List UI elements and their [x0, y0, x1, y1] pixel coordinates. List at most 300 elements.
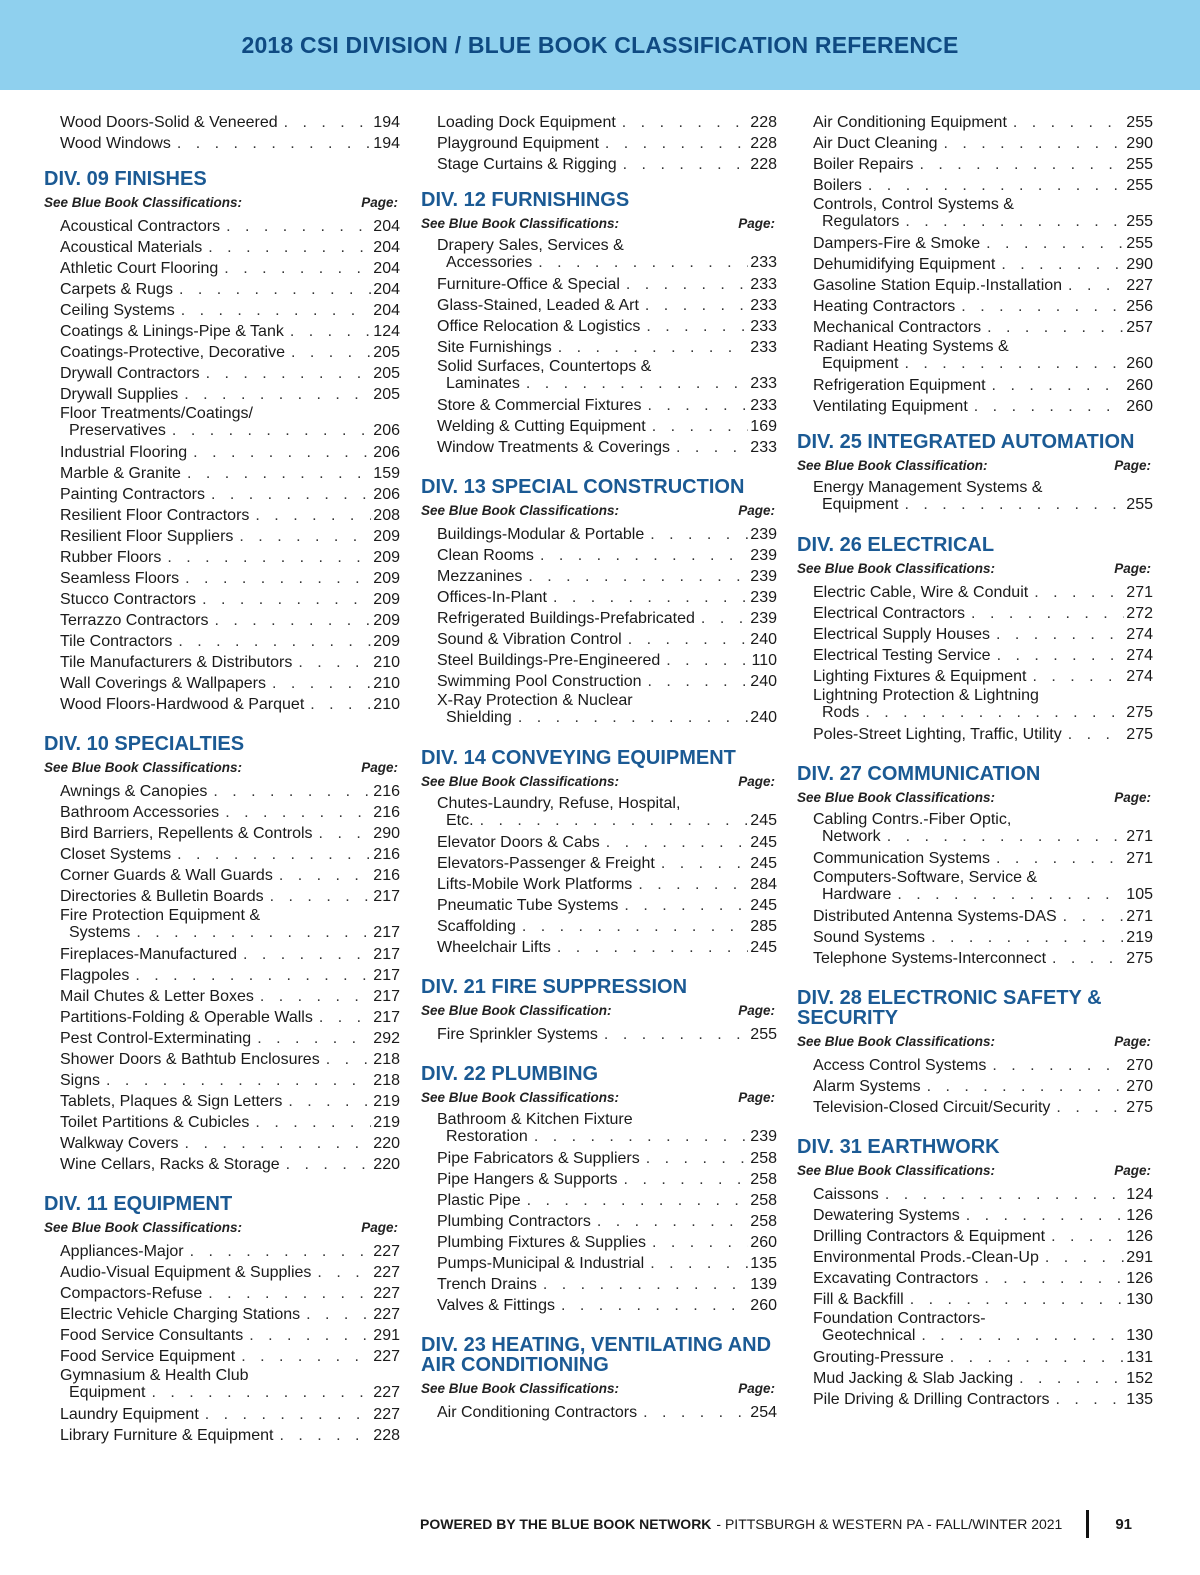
entry-name: Fill & Backfill: [813, 1291, 904, 1308]
classification-entry: [60, 1262, 400, 1283]
dot-leader: [185, 568, 371, 589]
classification-entry: [60, 1367, 400, 1404]
dot-leader: [540, 545, 748, 566]
division-section: [797, 112, 1153, 417]
entry-name: Mezzanines: [437, 568, 523, 585]
classification-entry: [60, 384, 400, 405]
classification-entry: [813, 1055, 1153, 1076]
entry-name: Pipe Fabricators & Suppliers: [437, 1150, 640, 1167]
entry-page: 126: [1126, 1228, 1153, 1245]
entry-page: 290: [373, 825, 400, 842]
dot-leader: [865, 704, 1124, 721]
entry-name: Boiler Repairs: [813, 156, 914, 173]
dot-leader: [1034, 582, 1124, 603]
classification-entry: [437, 545, 777, 566]
division-heading: DIV. 22 PLUMBING: [421, 1063, 599, 1085]
entry-page: 274: [1126, 668, 1153, 685]
dot-leader: [319, 1007, 371, 1028]
dot-leader: [650, 1253, 748, 1274]
entry-name: Food Service Consultants: [60, 1327, 244, 1344]
classification-entry: [813, 1310, 1153, 1347]
page-column-label: Page:: [361, 195, 398, 210]
column-2: [421, 112, 777, 1442]
entry-page: 228: [750, 114, 777, 131]
classification-entry: [60, 1346, 400, 1367]
dot-leader: [997, 645, 1125, 666]
classification-label: See Blue Book Classifications:: [421, 503, 620, 518]
entry-name: Wine Cellars, Racks & Storage: [60, 1156, 280, 1173]
dot-leader: [215, 610, 372, 631]
classification-subheader: [421, 1003, 777, 1018]
classification-entry: [60, 865, 400, 886]
dot-leader: [290, 321, 371, 342]
classification-entry: [437, 832, 777, 853]
entry-name-continued: Equipment: [822, 355, 899, 372]
entry-page: 233: [750, 297, 777, 314]
entry-name: Lighting Fixtures & Equipment: [813, 668, 1027, 685]
dot-leader: [260, 986, 371, 1007]
classification-subheader: [421, 1381, 777, 1396]
entry-page: 290: [1126, 256, 1153, 273]
entry-name: Elevators-Passenger & Freight: [437, 855, 655, 872]
entry-page: 204: [373, 302, 400, 319]
dot-leader: [950, 1347, 1125, 1368]
entry-name: Athletic Court Flooring: [60, 260, 219, 277]
dot-leader: [543, 1274, 748, 1295]
classification-entry: [437, 853, 777, 874]
dot-leader: [897, 886, 1124, 903]
classification-subheader: [421, 216, 777, 231]
dot-leader: [167, 547, 371, 568]
entry-name: Store & Commercial Fixtures: [437, 397, 642, 414]
division-section: [44, 734, 400, 1175]
entry-name: Fireplaces-Manufactured: [60, 946, 237, 963]
entry-continuation: [60, 1384, 400, 1401]
entry-page: 240: [750, 709, 777, 726]
entry-name: Scaffolding: [437, 918, 516, 935]
entry-name: Steel Buildings-Pre-Engineered: [437, 652, 661, 669]
entry-page: 210: [373, 675, 400, 692]
dot-leader: [557, 937, 748, 958]
entry-page: 209: [373, 570, 400, 587]
entry-name: Food Service Equipment: [60, 1348, 236, 1365]
entry-name: Offices-In-Plant: [437, 589, 547, 606]
dot-leader: [652, 1232, 748, 1253]
classification-entry: [813, 254, 1153, 275]
entry-page: 228: [750, 156, 777, 173]
dot-leader: [643, 1402, 748, 1423]
entry-page: 217: [373, 1009, 400, 1026]
dot-leader: [986, 233, 1124, 254]
page-column-label: Page:: [738, 1003, 775, 1018]
entry-page: 239: [750, 589, 777, 606]
entry-page: 131: [1126, 1349, 1153, 1366]
entry-page: 275: [1126, 726, 1153, 743]
dot-leader: [181, 300, 372, 321]
entry-page: 217: [373, 988, 400, 1005]
entry-name: Energy Management Systems &: [813, 479, 1043, 496]
entry-name: Valves & Fittings: [437, 1297, 555, 1314]
dot-leader: [190, 1241, 372, 1262]
entry-page: 227: [373, 1384, 400, 1401]
entry-name: Electric Cable, Wire & Conduit: [813, 584, 1029, 601]
entry-page: 275: [1126, 1099, 1153, 1116]
classification-entry: [60, 463, 400, 484]
classification-subheader: [797, 1034, 1153, 1049]
classification-entry: [60, 802, 400, 823]
entry-name-continued: Regulators: [822, 213, 900, 230]
classification-entry: [813, 1289, 1153, 1310]
entry-name-continued: Laminates: [446, 375, 520, 392]
classification-entry: [437, 650, 777, 671]
dot-leader: [249, 1325, 371, 1346]
entry-page: 245: [750, 897, 777, 914]
classification-entry: [813, 1347, 1153, 1368]
entry-name: Floor Treatments/Coatings/: [60, 405, 253, 422]
dot-leader: [701, 608, 748, 629]
dot-leader: [270, 886, 372, 907]
entry-name: Solid Surfaces, Countertops &: [437, 358, 652, 375]
division-section: [797, 764, 1153, 969]
entry-name: Air Duct Cleaning: [813, 135, 938, 152]
entry-page: 205: [373, 386, 400, 403]
dot-leader: [211, 484, 371, 505]
classification-entry: [60, 321, 400, 342]
dot-leader: [187, 463, 371, 484]
classification-entry: [60, 505, 400, 526]
dot-leader: [317, 1262, 371, 1283]
classification-subheader: [797, 561, 1153, 576]
classification-entry: [437, 1295, 777, 1316]
entry-page: 257: [1126, 319, 1153, 336]
entry-name: Wheelchair Lifts: [437, 939, 551, 956]
classification-entry: [437, 587, 777, 608]
entry-page: 194: [373, 135, 400, 152]
dot-leader: [1001, 254, 1124, 275]
dot-leader: [996, 624, 1124, 645]
entry-name: Air Conditioning Contractors: [437, 1404, 638, 1421]
classification-entry: [437, 358, 777, 395]
classification-subheader: [797, 1163, 1153, 1178]
classification-subheader: [421, 1090, 777, 1105]
dot-leader: [288, 1091, 371, 1112]
entry-page: 270: [1126, 1078, 1153, 1095]
entry-name: Directories & Bulletin Boards: [60, 888, 264, 905]
dot-leader: [1052, 948, 1124, 969]
entry-page: 227: [373, 1285, 400, 1302]
dot-leader: [597, 1211, 748, 1232]
classification-entry: [60, 1007, 400, 1028]
classification-entry: [60, 363, 400, 384]
column-1: [44, 112, 400, 1465]
classification-label: See Blue Book Classifications:: [797, 790, 996, 805]
classification-subheader: [44, 1220, 400, 1235]
entry-name: Laundry Equipment: [60, 1406, 199, 1423]
entry-continuation: [813, 496, 1153, 513]
dot-leader: [1068, 275, 1124, 296]
entry-page: 260: [1126, 355, 1153, 372]
entry-name: Marble & Granite: [60, 465, 181, 482]
entry-name: Rubber Floors: [60, 549, 162, 566]
dot-leader: [919, 154, 1124, 175]
classification-entry: [60, 1425, 400, 1446]
entry-page: 275: [1126, 950, 1153, 967]
entry-name: Furniture-Office & Special: [437, 276, 620, 293]
entry-name: Heating Contractors: [813, 298, 956, 315]
classification-entry: [60, 484, 400, 505]
entry-page: 255: [1126, 177, 1153, 194]
dot-leader: [646, 1148, 749, 1169]
entry-page: 110: [751, 652, 777, 669]
entry-page: 245: [750, 855, 777, 872]
dot-leader: [286, 1154, 372, 1175]
division-heading: DIV. 25 INTEGRATED AUTOMATION: [797, 431, 1135, 453]
classification-entry: [813, 396, 1153, 417]
dot-leader: [931, 927, 1124, 948]
dot-leader: [528, 566, 748, 587]
dot-leader: [298, 652, 371, 673]
classification-entry: [60, 237, 400, 258]
entry-page: 205: [373, 344, 400, 361]
dot-leader: [226, 216, 371, 237]
entry-name: Wood Doors-Solid & Veneered: [60, 114, 278, 131]
entry-name: Communication Systems: [813, 850, 990, 867]
entry-name: Boilers: [813, 177, 862, 194]
entry-name-continued: Systems: [69, 924, 131, 941]
dot-leader: [605, 133, 748, 154]
dot-leader: [921, 1327, 1124, 1344]
classification-label: See Blue Book Classifications:: [797, 561, 996, 576]
classification-entry: [813, 1184, 1153, 1205]
classification-entry: [60, 652, 400, 673]
classification-entry: [437, 395, 777, 416]
entry-page: 204: [373, 260, 400, 277]
classification-subheader: [44, 760, 400, 775]
entry-continuation: [437, 375, 777, 392]
division-heading: DIV. 12 FURNISHINGS: [421, 189, 630, 211]
classification-entry: [60, 258, 400, 279]
dot-leader: [868, 175, 1124, 196]
division-section: [44, 1194, 400, 1446]
dot-leader: [185, 1133, 372, 1154]
dot-leader: [1019, 1368, 1124, 1389]
entry-name-continued: Hardware: [822, 886, 892, 903]
entry-page: 139: [750, 1276, 777, 1293]
entry-page: 258: [750, 1213, 777, 1230]
entry-name: Corner Guards & Wall Guards: [60, 867, 273, 884]
division-section: [797, 432, 1153, 516]
dot-leader: [135, 965, 371, 986]
entry-name: Lifts-Mobile Work Platforms: [437, 876, 633, 893]
dot-leader: [255, 505, 371, 526]
entry-page: 260: [750, 1297, 777, 1314]
entry-name: Drilling Contractors & Equipment: [813, 1228, 1046, 1245]
dot-leader: [284, 112, 372, 133]
classification-entry: [437, 1253, 777, 1274]
classification-entry: [60, 1304, 400, 1325]
dot-leader: [905, 496, 1125, 513]
entry-name: Plastic Pipe: [437, 1192, 521, 1209]
entry-name: X-Ray Protection & Nuclear: [437, 692, 633, 709]
entry-name: Awnings & Canopies: [60, 783, 208, 800]
dot-leader: [177, 133, 371, 154]
dot-leader: [626, 274, 748, 295]
entry-name: Seamless Floors: [60, 570, 180, 587]
dot-leader: [887, 828, 1125, 845]
classification-entry: [60, 694, 400, 715]
entry-page: 260: [1126, 377, 1153, 394]
entry-name: Drywall Contractors: [60, 365, 200, 382]
classification-entry: [60, 1404, 400, 1425]
classification-entry: [813, 479, 1153, 516]
entry-name: Stucco Contractors: [60, 591, 197, 608]
entry-name: Tablets, Plaques & Sign Letters: [60, 1093, 283, 1110]
classification-entry: [813, 112, 1153, 133]
entry-name-continued: Shielding: [446, 709, 512, 726]
entry-name: Grouting-Pressure: [813, 1349, 944, 1366]
classification-entry: [813, 1226, 1153, 1247]
page-column-label: Page:: [1114, 1034, 1151, 1049]
dot-leader: [225, 802, 371, 823]
classification-entry: [60, 526, 400, 547]
classification-entry: [437, 1190, 777, 1211]
classification-entry: [437, 133, 777, 154]
division-section: [44, 112, 400, 154]
classification-entry: [60, 986, 400, 1007]
dot-leader: [1056, 1389, 1125, 1410]
dot-leader: [1013, 112, 1124, 133]
dot-leader: [152, 1384, 372, 1401]
entry-name: Fire Sprinkler Systems: [437, 1026, 598, 1043]
classification-entry: [813, 1205, 1153, 1226]
entry-name: Gasoline Station Equip.-Installation: [813, 277, 1063, 294]
classification-entry: [813, 1268, 1153, 1289]
classification-entry: [437, 937, 777, 958]
division-section: [421, 977, 777, 1045]
classification-entry: [437, 566, 777, 587]
page-title: 2018 CSI DIVISION / BLUE BOOK CLASSIFICATION REFERENCE: [241, 31, 959, 58]
entry-name: Chutes-Laundry, Refuse, Hospital,: [437, 795, 681, 812]
classification-entry: [437, 608, 777, 629]
division-heading: DIV. 31 EARTHWORK: [797, 1136, 1000, 1158]
entry-page: 271: [1126, 908, 1153, 925]
entry-page: 124: [373, 323, 400, 340]
entry-continuation: [813, 886, 1153, 903]
dot-leader: [905, 213, 1124, 230]
classification-entry: [813, 869, 1153, 906]
division-heading: DIV. 28 ELECTRONIC SAFETY & SECURITY: [797, 987, 1102, 1029]
classification-label: See Blue Book Classifications:: [421, 1090, 620, 1105]
dot-leader: [648, 671, 749, 692]
dot-leader: [527, 1190, 749, 1211]
division-heading: DIV. 13 SPECIAL CONSTRUCTION: [421, 476, 745, 498]
classification-subheader: [797, 458, 1153, 473]
entry-page: 290: [1126, 135, 1153, 152]
entry-page: 254: [750, 1404, 777, 1421]
classification-label: See Blue Book Classifications:: [421, 216, 620, 231]
classification-entry: [60, 300, 400, 321]
dot-leader: [1051, 1226, 1124, 1247]
entry-page: 240: [750, 631, 777, 648]
entry-name: Pipe Hangers & Supports: [437, 1171, 618, 1188]
classification-entry: [60, 823, 400, 844]
classification-entry: [60, 1283, 400, 1304]
entry-page: 159: [373, 465, 400, 482]
dot-leader: [538, 254, 748, 271]
classification-entry: [813, 296, 1153, 317]
dot-leader: [239, 526, 371, 547]
classification-entry: [437, 1232, 777, 1253]
entry-page: 239: [750, 1128, 777, 1145]
dot-leader: [179, 279, 371, 300]
dot-leader: [905, 355, 1125, 372]
entry-name: Alarm Systems: [813, 1078, 921, 1095]
classification-entry: [813, 1389, 1153, 1410]
entry-page: 219: [373, 1093, 400, 1110]
dot-leader: [996, 848, 1124, 869]
classification-entry: [60, 1325, 400, 1346]
dot-leader: [992, 1055, 1124, 1076]
entry-name-continued: Network: [822, 828, 881, 845]
dot-leader: [136, 924, 371, 941]
classification-entry: [60, 589, 400, 610]
entry-page: 233: [750, 339, 777, 356]
dot-leader: [206, 363, 372, 384]
entry-name: Dewatering Systems: [813, 1207, 960, 1224]
entry-page: 272: [1126, 605, 1153, 622]
dot-leader: [561, 1295, 748, 1316]
classification-label: See Blue Book Classifications:: [421, 1381, 620, 1396]
entry-name: Telephone Systems-Interconnect: [813, 950, 1047, 967]
entry-page: 210: [373, 696, 400, 713]
entry-name: Clean Rooms: [437, 547, 534, 564]
dot-leader: [480, 812, 749, 829]
division-section: [797, 1137, 1153, 1410]
entry-page: 227: [373, 1264, 400, 1281]
entry-name-continued: Rods: [822, 704, 860, 721]
entry-name: Refrigeration Equipment: [813, 377, 986, 394]
entry-page: 105: [1126, 886, 1153, 903]
classification-entry: [437, 1169, 777, 1190]
division-section: [421, 190, 777, 458]
entry-name: Radiant Heating Systems &: [813, 338, 1009, 355]
classification-label: See Blue Book Classifications:: [797, 1163, 996, 1178]
entry-name: Glass-Stained, Leaded & Art: [437, 297, 639, 314]
classification-entry: [60, 1028, 400, 1049]
entry-name: Caissons: [813, 1186, 879, 1203]
entry-continuation: [437, 1128, 777, 1145]
entry-page: 270: [1126, 1057, 1153, 1074]
classification-entry: [437, 1402, 777, 1423]
dot-leader: [974, 396, 1125, 417]
entry-name: Partitions-Folding & Operable Walls: [60, 1009, 313, 1026]
entry-continuation: [813, 828, 1153, 845]
entry-name-continued: Equipment: [822, 496, 899, 513]
entry-page: 217: [373, 967, 400, 984]
entry-name-continued: Geotechnical: [822, 1327, 916, 1344]
page-column-label: Page:: [1114, 790, 1151, 805]
entry-page: 260: [1126, 398, 1153, 415]
classification-entry: [437, 416, 777, 437]
entry-page: 255: [750, 1026, 777, 1043]
entry-name-continued: Equipment: [69, 1384, 146, 1401]
classification-entry: [60, 886, 400, 907]
dot-leader: [1032, 666, 1124, 687]
entry-page: 124: [1126, 1186, 1153, 1203]
dot-leader: [208, 237, 371, 258]
entry-page: 258: [750, 1171, 777, 1188]
entry-continuation: [813, 1327, 1153, 1344]
